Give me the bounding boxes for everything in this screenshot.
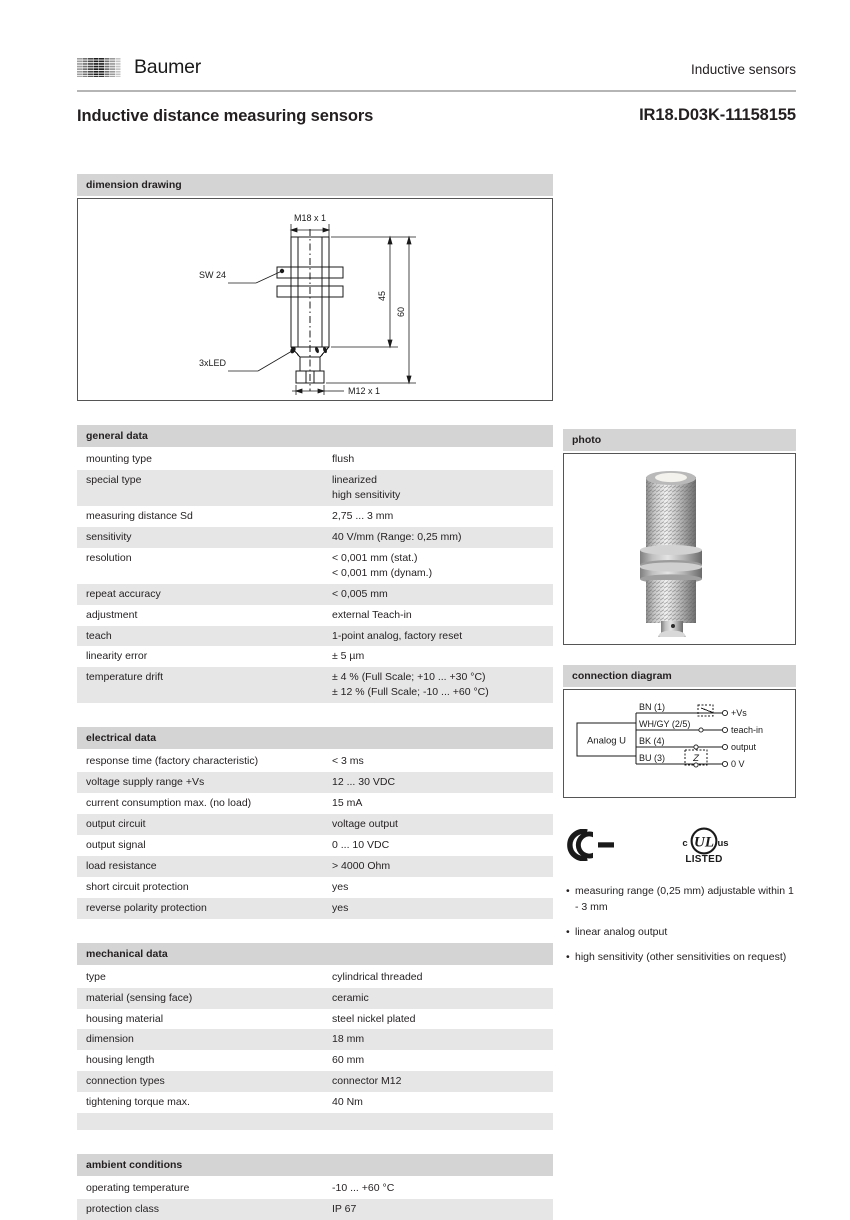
table-row <box>77 1199 553 1220</box>
row-key: material (sensing face) <box>77 988 323 1009</box>
table-row <box>77 1009 553 1030</box>
dim-label-led: 3xLED <box>198 358 226 369</box>
ul-prefix-text: c <box>682 838 688 850</box>
section-header-ambient-conditions: ambient conditions <box>77 1154 553 1176</box>
dimension-drawing-box <box>77 198 553 401</box>
row-value: < 3 ms <box>332 755 364 768</box>
page-title: Inductive distance measuring sensors <box>77 107 374 125</box>
feature-list <box>563 884 796 965</box>
section-header-electrical-data: electrical data <box>77 727 553 749</box>
table-row <box>77 1092 553 1113</box>
row-value: 12 ... 30 VDC <box>323 772 553 793</box>
table-row <box>77 751 553 772</box>
bullet-dot-icon: • <box>566 925 570 938</box>
row-key: output circuit <box>77 814 323 835</box>
row-value: linearized high sensitivity <box>323 470 553 506</box>
section-header-dimension-drawing: dimension drawing <box>77 174 553 196</box>
header-category: Inductive sensors <box>690 62 796 77</box>
row-value: 2,75 ... 3 mm <box>332 510 394 523</box>
table-row <box>77 967 553 988</box>
section-header-connection-diagram: connection diagram <box>563 665 796 687</box>
row-value <box>323 1113 553 1130</box>
conn-terminal-2: output <box>731 742 757 753</box>
row-key: teach <box>77 626 323 647</box>
ul-sub-text: LISTED <box>685 854 723 866</box>
row-key: special type <box>77 470 323 506</box>
row-value: ± 4 % (Full Scale; +10 ... +30 °C) ± 12 % (Full Scale; -10 ... +60 °C) <box>323 667 553 703</box>
row-key: mounting type <box>86 453 152 466</box>
conn-load-symbol: Z <box>693 753 699 765</box>
list-item <box>566 950 796 965</box>
row-value: 15 mA <box>332 797 363 810</box>
table-row <box>77 605 553 626</box>
row-value: 18 mm <box>323 1029 553 1050</box>
table-row <box>77 793 553 814</box>
photo-box <box>563 453 796 645</box>
table-row <box>77 449 553 470</box>
brand-name: Baumer <box>134 56 202 78</box>
row-key: tightening torque max. <box>86 1096 190 1109</box>
ce-mark-icon <box>565 829 621 861</box>
mechanical-data-table <box>77 967 553 1130</box>
conn-block-label: Analog U <box>586 735 627 747</box>
row-key: response time (factory characteristic) <box>86 755 259 768</box>
row-key: measuring distance Sd <box>86 510 193 523</box>
row-value: 0 ... 10 VDC <box>332 838 390 851</box>
brand-block <box>77 58 201 78</box>
table-row <box>77 988 553 1009</box>
conn-wire-left-3: BU (3) <box>639 753 666 764</box>
left-column <box>77 174 553 1220</box>
row-value: < 0,005 mm <box>323 584 553 605</box>
ul-main-text: UL <box>694 834 714 851</box>
row-key: short circuit protection <box>86 880 189 893</box>
table-row <box>77 470 553 506</box>
row-key: housing length <box>86 1054 155 1067</box>
row-value: ± 5 µm <box>332 650 365 663</box>
mechanical-data-table-wrap <box>77 967 553 1130</box>
title-row <box>77 105 796 128</box>
row-key: housing material <box>86 1012 164 1025</box>
row-value: < 0,001 mm (stat.) < 0,001 mm (dynam.) <box>332 551 433 579</box>
row-key: repeat accuracy <box>77 584 323 605</box>
dim-label-60: 60 <box>396 307 406 318</box>
row-value: steel nickel plated <box>332 1012 416 1025</box>
row-key: output signal <box>86 838 146 851</box>
product-code: IR18.D03K-11158155 <box>639 106 796 124</box>
row-key: operating temperature <box>86 1182 190 1195</box>
row-value: ceramic <box>323 988 553 1009</box>
ambient-conditions-rows <box>77 1178 553 1220</box>
table-row <box>77 527 553 548</box>
row-key: voltage supply range +Vs <box>77 772 323 793</box>
conn-wire-left-1: WH/GY (2/5) <box>639 719 691 730</box>
list-item <box>566 925 796 940</box>
row-key: reverse polarity protection <box>77 898 323 919</box>
table-row <box>77 667 553 703</box>
electrical-data-table-wrap <box>77 751 553 918</box>
certification-marks <box>563 822 796 868</box>
list-item-label: linear analog output <box>575 925 668 938</box>
section-header-photo: photo <box>563 429 796 451</box>
row-value: 40 V/mm (Range: 0,25 mm) <box>323 527 553 548</box>
row-key <box>77 1113 323 1130</box>
mechanical-data-rows <box>77 967 553 1130</box>
row-key: load resistance <box>77 856 323 877</box>
row-key: connection types <box>77 1071 323 1092</box>
row-value: 40 Nm <box>332 1096 363 1109</box>
bullet-dot-icon: • <box>566 885 570 898</box>
table-row <box>77 1113 553 1130</box>
list-item-label: measuring range (0,25 mm) adjustable within 1 - 3 mm <box>575 885 794 913</box>
table-row <box>77 1050 553 1071</box>
table-row <box>77 1071 553 1092</box>
table-row <box>77 1178 553 1199</box>
row-key: type <box>86 970 106 983</box>
table-row <box>77 548 553 584</box>
connection-diagram-box <box>563 689 796 798</box>
dimension-drawing-svg <box>78 199 552 400</box>
ul-listed-mark-icon <box>673 825 735 865</box>
baumer-halftone-bars-logo <box>77 58 123 77</box>
list-item-label: high sensitivity (other sensitivities on request) <box>575 951 787 963</box>
conn-terminal-1: teach-in <box>731 725 764 736</box>
row-value: yes <box>332 880 349 893</box>
conn-terminal-3: 0 V <box>731 759 745 770</box>
row-key: temperature drift <box>77 667 323 703</box>
row-value: 60 mm <box>332 1054 365 1067</box>
row-value: IP 67 <box>323 1199 553 1220</box>
dim-label-connector: M12 x 1 <box>348 386 381 397</box>
dim-label-45: 45 <box>377 291 387 302</box>
row-key: adjustment <box>86 608 138 621</box>
row-key: protection class <box>77 1199 323 1220</box>
table-row <box>77 835 553 856</box>
ambient-conditions-table <box>77 1178 553 1220</box>
row-value: 1-point analog, factory reset <box>323 626 553 647</box>
section-header-general-data: general data <box>77 425 553 447</box>
ambient-conditions-table-wrap <box>77 1178 553 1220</box>
electrical-data-rows <box>77 751 553 918</box>
row-value: cylindrical threaded <box>332 970 423 983</box>
dim-label-wrench: SW 24 <box>198 270 226 281</box>
general-data-table <box>77 449 553 703</box>
table-row <box>77 584 553 605</box>
conn-terminal-0: +Vs <box>731 708 747 719</box>
table-row <box>77 626 553 647</box>
row-value: external Teach-in <box>332 608 412 621</box>
inductive-sensor-photo <box>620 461 740 637</box>
row-key: current consumption max. (no load) <box>86 797 252 810</box>
table-row <box>77 772 553 793</box>
row-value: flush <box>332 453 355 466</box>
general-data-table-wrap <box>77 449 553 703</box>
conn-wire-left-2: BK (4) <box>639 736 665 747</box>
row-value: > 4000 Ohm <box>323 856 553 877</box>
row-value: voltage output <box>323 814 553 835</box>
table-row <box>77 1029 553 1050</box>
header-divider <box>77 90 796 92</box>
connection-diagram-svg <box>564 690 795 797</box>
row-value: yes <box>323 898 553 919</box>
page-header <box>77 58 796 90</box>
right-column <box>563 429 796 975</box>
table-row <box>77 506 553 527</box>
table-row <box>77 877 553 898</box>
row-value: connector M12 <box>323 1071 553 1092</box>
row-key: dimension <box>77 1029 323 1050</box>
row-key: sensitivity <box>77 527 323 548</box>
table-row <box>77 814 553 835</box>
table-row <box>77 898 553 919</box>
table-row <box>77 646 553 667</box>
row-key: resolution <box>86 551 132 564</box>
electrical-data-table <box>77 751 553 918</box>
dim-label-thread-top: M18 x 1 <box>293 213 327 224</box>
ul-suffix-text: us <box>717 838 729 850</box>
row-value: -10 ... +60 °C <box>332 1182 395 1195</box>
table-row <box>77 856 553 877</box>
general-data-rows <box>77 449 553 703</box>
list-item <box>566 884 796 914</box>
row-key: linearity error <box>86 650 148 663</box>
conn-wire-left-0: BN (1) <box>639 702 666 713</box>
section-header-mechanical-data: mechanical data <box>77 943 553 965</box>
bullet-dot-icon: • <box>566 951 570 963</box>
